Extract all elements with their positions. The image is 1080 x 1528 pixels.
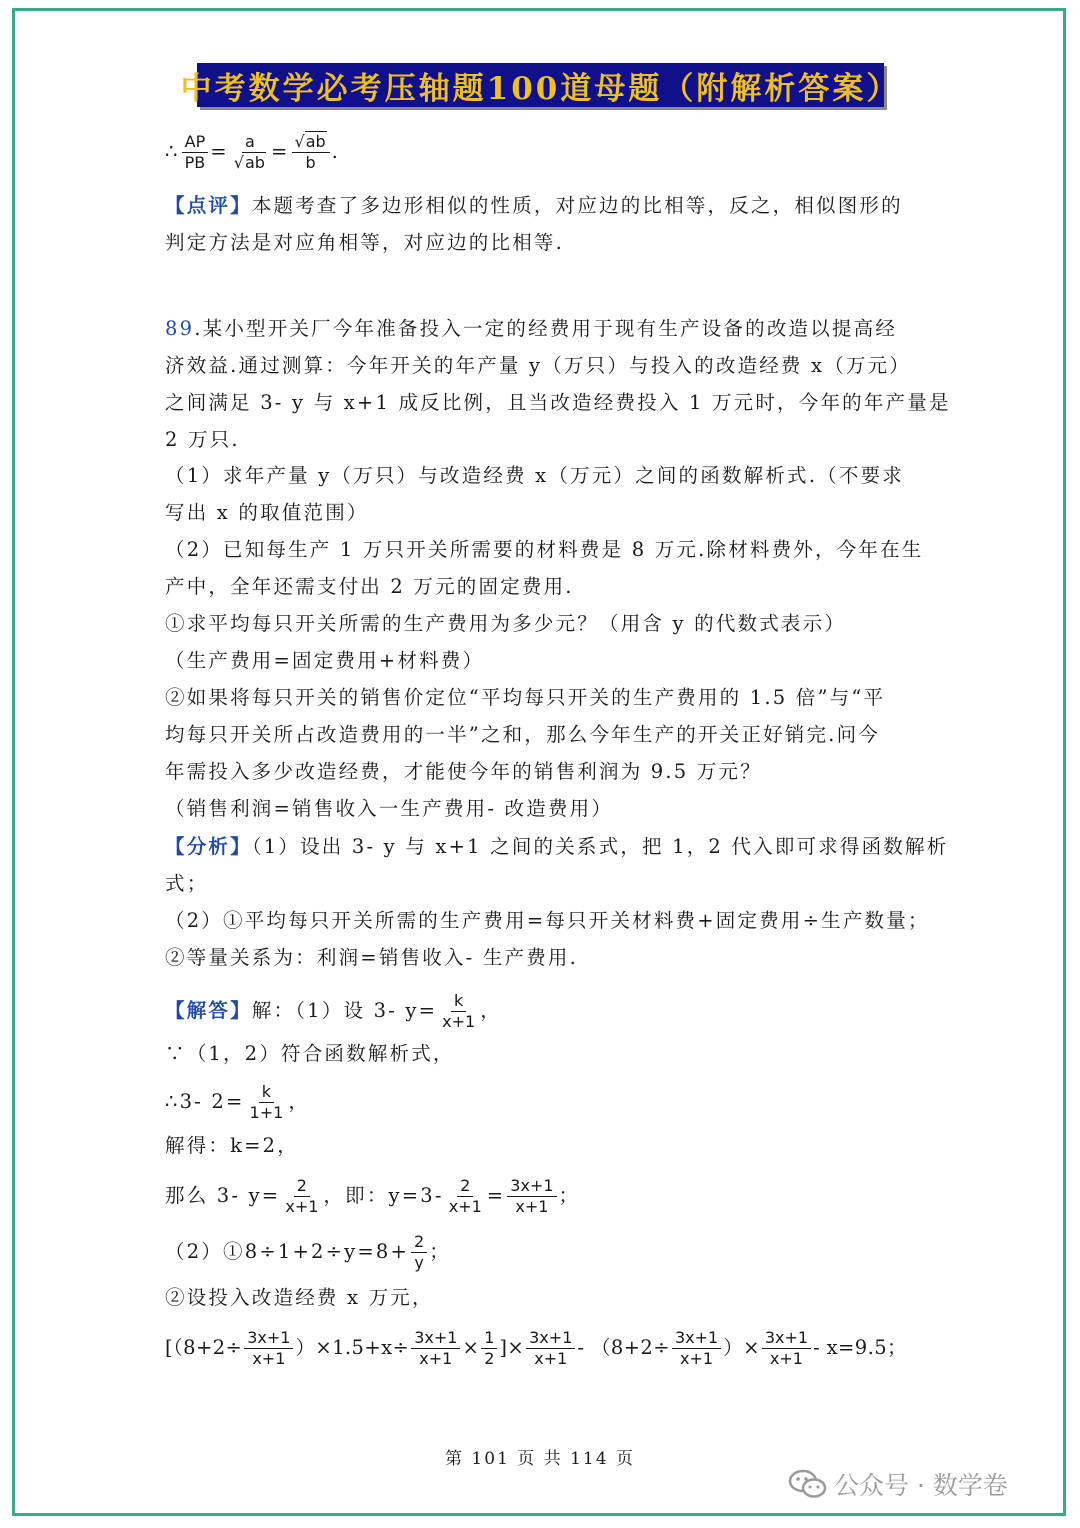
problem-line: 年需投入多少改造经费，才能使今年的销售利润为 9.5 万元？ (165, 760, 762, 783)
fraction: $\frac{AP}{PB}$ (182, 132, 209, 173)
problem-line: 之间满足 3- y 与 x+1 成反比例，且当改造经费投入 1 万元时，今年的年产量是 (165, 391, 951, 414)
fraction: $\frac{k}{1+1}$ (249, 1082, 284, 1122)
title-banner (180, 63, 901, 107)
problem-line: 89.某小型开关厂今年准备投入一定的经费用于现有生产设备的改造以提高经 (165, 317, 898, 340)
answer-equation: [（8+2÷ $\frac{3x+1}{x+1}$ ）×1.5+x÷ $\frac{3x+1}{x+1}$ × $\frac{1}{2}$ ]× $\frac{3x+1}{x+1}$ - （8+2÷ $\frac{3x+1}{x+1}$ ）× $\frac{3x+1}{x+1}$ - x=9.5； (165, 1328, 907, 1368)
watermark-text: 公众号 · 数学卷 (834, 1471, 1008, 1500)
page-title: 中考数学必考压轴题100道母题（附解析答案） (180, 70, 901, 107)
fraction: $\frac{2}{y}$ (411, 1232, 427, 1273)
fraction: $\frac{2}{x+1}$ (285, 1176, 319, 1216)
problem-line: 2 万只. (165, 428, 240, 451)
fraction: $\frac{3x+1}{x+1}$ (244, 1328, 293, 1369)
page-footer: 第 101 页 共 114 页 (445, 1449, 635, 1469)
analysis-line: ②等量关系为：利润=销售收入- 生产费用. (165, 946, 579, 969)
analysis-line: 【分析】（1）设出 3- y 与 x+1 之间的关系式，把 1，2 代入即可求得函数解析 (165, 835, 949, 858)
problem-line: 产中，全年还需支付出 2 万元的固定费用. (165, 575, 574, 598)
fraction: $\frac{3x+1}{x+1}$ (762, 1328, 811, 1369)
problem-line: 均每只开关所占改造费用的一半”之和，那么今年生产的开关正好销完.问今 (165, 723, 880, 746)
problem-line: （1）求年产量 y（万只）与改造经费 x（万元）之间的函数解析式.（不要求 (165, 464, 904, 487)
fraction: $\frac{2}{x+1}$ (448, 1176, 482, 1216)
fraction: $\frac{3x+1}{x+1}$ (672, 1328, 721, 1369)
comment-line: 判定方法是对应角相等，对应边的比相等. (165, 231, 564, 254)
fraction: $\frac{k}{x+1}$ (442, 991, 476, 1031)
wechat-icon (788, 1468, 828, 1500)
problem-line: 写出 x 的取值范围） (165, 501, 369, 524)
sqrt-sign: √ab (233, 153, 265, 172)
answer-line: （2）①8÷1+2÷y=8+ $\frac{2}{y}$ ； (165, 1232, 451, 1272)
comment-tag: 【点评】 (165, 194, 252, 217)
answer-line: 解得：k=2， (165, 1134, 299, 1157)
answer-line: 那么 3- y= $\frac{2}{x+1}$ ，即：y=3- $\frac{2}{x+1}$ = $\frac{3x+1}{x+1}$ ； (165, 1176, 581, 1216)
analysis-line: 式； (165, 872, 209, 895)
comment-line: 【点评】本题考查了多边形相似的性质，对应边的比相等，反之，相似图形的 (165, 194, 903, 217)
answer-line: ②设投入改造经费 x 万元， (165, 1286, 434, 1309)
problem-line: 济效益.通过测算：今年开关的年产量 y（万只）与投入的改造经费 x（万元） (165, 354, 912, 377)
answer-line: ∵（1，2）符合函数解析式， (165, 1042, 455, 1065)
problem-line: （生产费用=固定费用+材料费） (165, 649, 485, 672)
answer-line: 【解答】解：（1）设 3- y= $\frac{k}{x+1}$ ， (165, 991, 502, 1031)
analysis-line: （2）①平均每只开关所需的生产费用=每只开关材料费+固定费用÷生产数量； (165, 909, 930, 932)
ratio-formula: ∴ $\frac{AP}{PB}$ = $\frac{a}{√ab}$ = $\frac{√ab}{b}$ . (165, 132, 341, 172)
answer-tag: 【解答】 (165, 999, 252, 1022)
problem-line: （2）已知每生产 1 万只开关所需要的材料费是 8 万元.除材料费外，今年在生 (165, 538, 924, 561)
problem-line: ①求平均每只开关所需的生产费用为多少元？（用含 y 的代数式表示） (165, 612, 847, 635)
fraction: $\frac{a}{√ab}$ (233, 132, 265, 172)
fraction: $\frac{√ab}{b}$ (292, 132, 330, 173)
sqrt-sign: √ab (294, 132, 326, 151)
answer-line: ∴3- 2= $\frac{k}{1+1}$ ， (165, 1082, 311, 1122)
fraction: $\frac{3x+1}{x+1}$ (526, 1328, 575, 1369)
problem-number: 89 (165, 317, 195, 340)
problem-line: （销售利润=销售收入一生产费用- 改造费用） (165, 797, 614, 820)
fraction: $\frac{3x+1}{x+1}$ (411, 1328, 460, 1369)
watermark (788, 1466, 1008, 1502)
analysis-tag: 【分析】 (165, 835, 252, 858)
fraction: $\frac{1}{2}$ (481, 1328, 497, 1369)
fraction: $\frac{3x+1}{x+1}$ (507, 1176, 556, 1217)
problem-line: ②如果将每只开关的销售价定位“平均每只开关的生产费用的 1.5 倍”与“平 (165, 686, 886, 709)
